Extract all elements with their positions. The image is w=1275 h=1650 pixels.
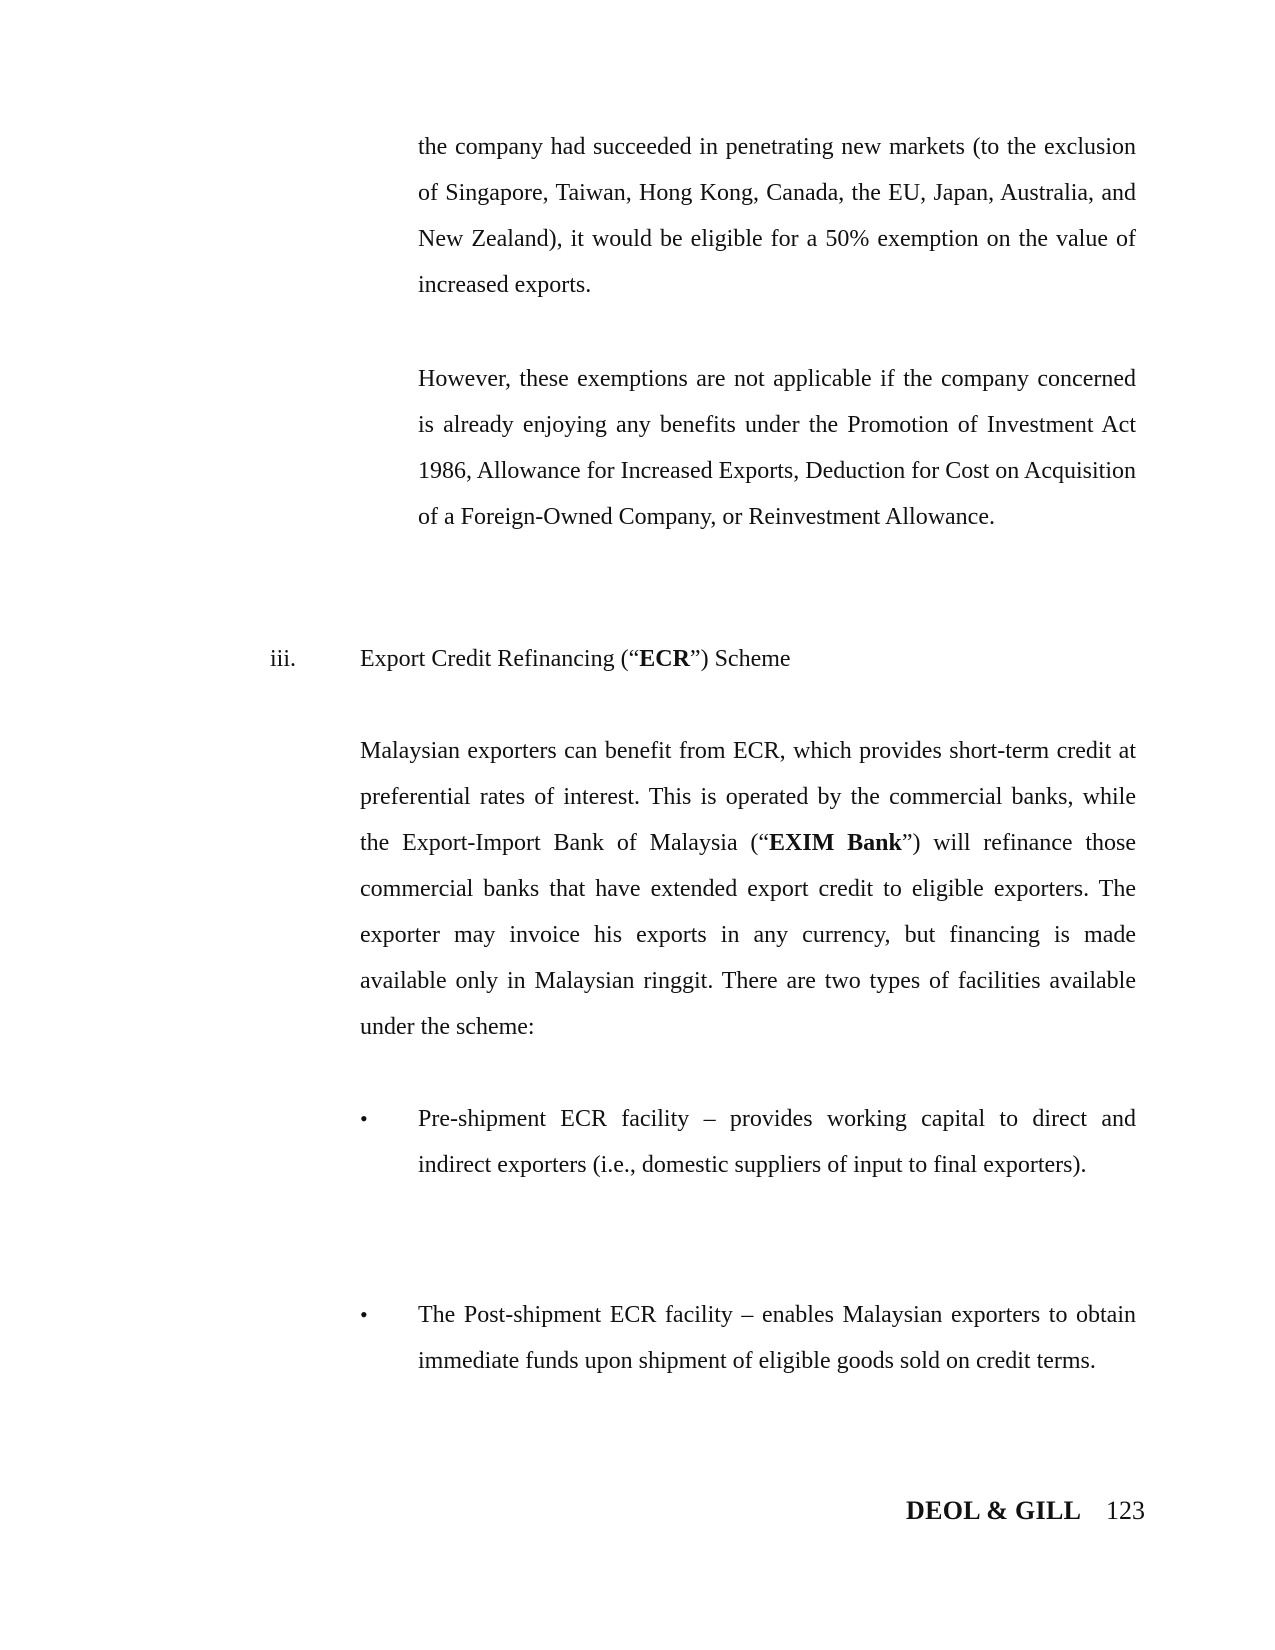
section-heading-suffix: ”) Scheme <box>689 646 791 672</box>
section-heading <box>360 636 791 682</box>
bullet-icon: • <box>360 1106 368 1131</box>
bullet-item-post-shipment: The Post-shipment ECR facility – enables Malaysian exporters to obtain immediate funds upon shipment of eligible goods sold on credit terms. <box>418 1302 1136 1374</box>
paragraph-continuation: the company had succeeded in penetrating new markets (to the exclusion of Singapore, Taiwan, Hong Kong, Canada, the EU, Japan, Australia, and New Zealand), it would be eligible for a 50% exemption on the value of increased exports. <box>418 134 1136 298</box>
section-number: iii. <box>270 646 297 672</box>
footer-brand: DEOL & GILL <box>906 1496 1082 1525</box>
ecr-text-part1: Malaysian exporters can benefit from ECR, which provides short-term credit at preferential rates of interest. This is operated by the commercial banks, while the Export-Import Bank of Malaysia (“ <box>360 738 1136 856</box>
paragraph-exemptions-exclusion: However, these exemptions are not applicable if the company concerned is already enjoying any benefits under the Promotion of Investment Act 1986, Allowance for Increased Exports, Deduction for Cost on Acquisition of a Foreign-Owned Company, or Reinvestment Allowance. <box>418 366 1136 530</box>
bullet-item-pre-shipment: Pre-shipment ECR facility – provides working capital to direct and indirect exporters (i.e., domestic suppliers of input to final exporters). <box>418 1106 1136 1178</box>
page-number: 123 <box>1106 1496 1145 1525</box>
bullet-icon: • <box>360 1302 368 1327</box>
section-heading-bold: ECR <box>639 646 690 672</box>
ecr-text-bold: EXIM Bank <box>769 830 902 856</box>
section-heading-prefix: Export Credit Refinancing (“ <box>360 646 640 672</box>
paragraph-ecr-description <box>360 728 1136 1050</box>
ecr-text-part2: ”) will refinance those commercial banks that have extended export credit to eligible exporters. The exporter may invoice his exports in any currency, but financing is made available only in Malaysian ringgit. There are two types of facilities available under the scheme: <box>360 830 1136 1040</box>
